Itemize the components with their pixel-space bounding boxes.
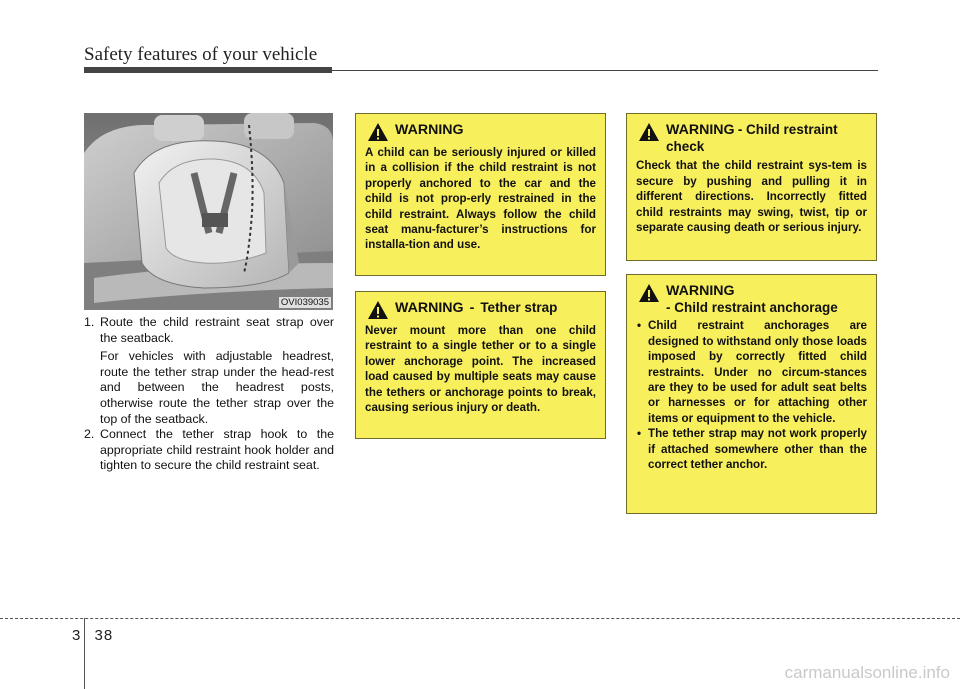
warning-body: Check that the child restraint sys-tem is secure by pushing and pulling it in different directions. Incorrectly fitted child restraints may swing, twist, tip or separate causing death or serious injury.: [636, 159, 867, 235]
warning-triangle-icon: [367, 300, 389, 320]
step-2: [84, 427, 334, 474]
warning-title: WARNING: [666, 283, 735, 299]
warning-body: A child can be seriously injured or killed in a collision if the child restraint is not properly anchored to the car and the child is not prop-erly restrained in the child restraint. Always follow the child seat manu-facturer’s instructions for installa-tion and use.: [365, 146, 596, 252]
header-rule: [84, 70, 878, 71]
warning-bullet: • Child restraint anchorages are designed to withstand only those loads imposed by correctly fitted child restraints. Under no circum-stances are they to be used for adult seat belts or harnesses or for attaching other items or equipment to the vehicle.: [636, 318, 867, 426]
step-1: [84, 315, 334, 346]
warning-header: [636, 283, 867, 315]
warning-triangle-icon: [367, 122, 389, 142]
warning-box-restraint-check: [626, 113, 877, 261]
warning-title-dash: -: [469, 300, 475, 316]
step-1-note: For vehicles with adjustable headrest, route the tether strap under the head-rest and between the headrest posts, otherwise route the tether strap over the top of the seatback.: [100, 349, 334, 426]
footer-rule: [0, 618, 960, 619]
child-seat-illustration: [84, 113, 333, 310]
watermark: carmanualsonline.info: [784, 663, 950, 682]
warning-heading: [666, 122, 867, 155]
installation-steps: [84, 315, 334, 474]
warning-header: [365, 300, 596, 320]
step-number: 2.: [84, 427, 95, 442]
warning-subtitle: Tether strap: [480, 300, 558, 315]
warning-header: [365, 122, 596, 142]
warning-header: [636, 122, 867, 155]
warning-heading: [666, 283, 838, 315]
warning-triangle-icon: [638, 283, 660, 303]
step-text: Route the child restraint seat strap over the seatback.: [100, 315, 334, 345]
warning-bullet: • The tether strap may not work properly if attached somewhere other than the correct tether anchor.: [636, 426, 867, 472]
child-seat-photo: [84, 113, 333, 310]
warning-box-restraint-anchorage: [626, 274, 877, 514]
page-number-value: 38: [94, 627, 114, 644]
page-header-title: Safety features of your vehicle: [84, 44, 318, 65]
step-text: Connect the tether strap hook to the appropriate child restraint hook holder and tighten to secure the child restraint seat.: [100, 427, 334, 473]
figure-code: OVI039035: [280, 297, 329, 308]
warning-bullet-list: [636, 318, 867, 472]
warning-title: WARNING: [395, 300, 464, 316]
page-number: [72, 627, 113, 644]
warning-body: Never mount more than one child restraint to a single tether or to a single lower anchorage point. The increased load caused by multiple seats may cause the tethers or anchorage points to break, causing serious injury or death.: [365, 324, 596, 415]
chapter-number: 3: [72, 627, 82, 644]
warning-title: WARNING: [666, 122, 735, 138]
step-number: 1.: [84, 315, 95, 329]
warning-triangle-icon: [638, 122, 660, 142]
warning-title: WARNING: [395, 122, 464, 138]
warning-box-general: [355, 113, 606, 276]
warning-subtitle: - Child restraint anchorage: [666, 300, 838, 315]
warning-subtitle: - Child restraint check: [666, 122, 838, 154]
warning-box-tether-strap: [355, 291, 606, 439]
